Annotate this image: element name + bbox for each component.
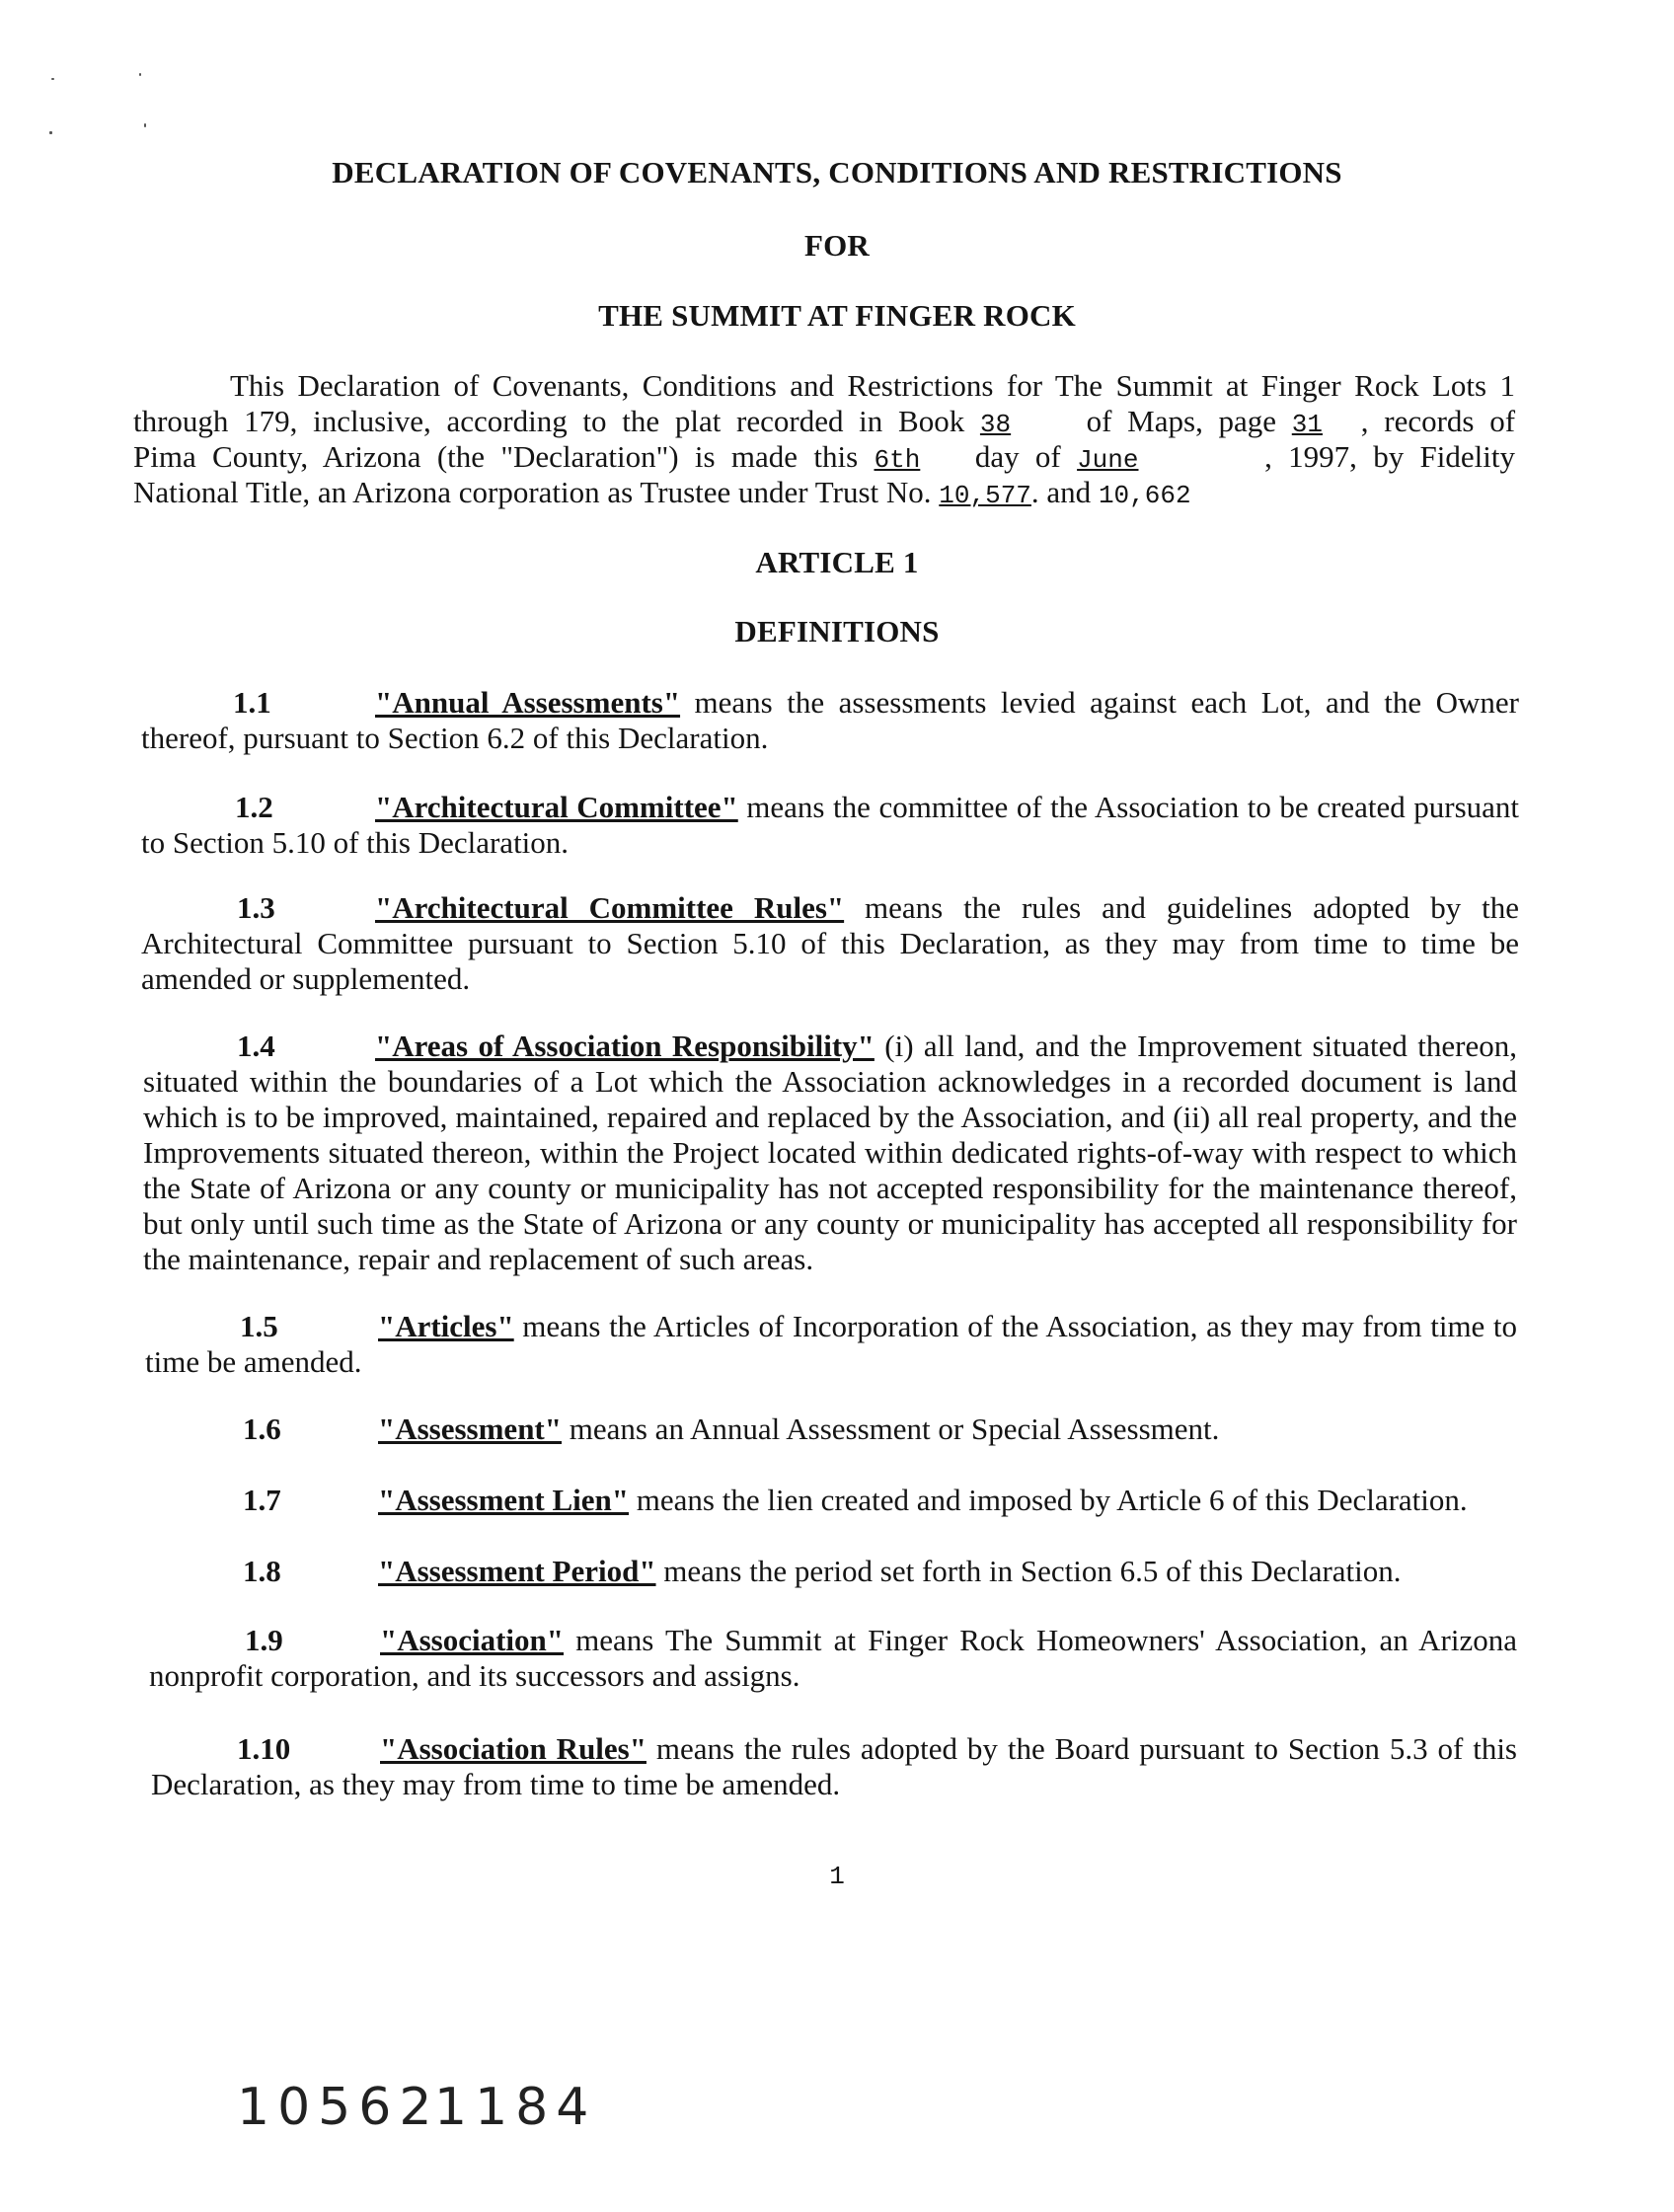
definition-number: 1.2 — [235, 790, 273, 824]
article-subheading: DEFINITIONS — [734, 614, 940, 648]
definition-text: means the lien created and imposed by Article 6 of this Declaration. — [636, 1483, 1468, 1517]
definition-term: "Architectural Committee" — [375, 790, 738, 824]
definition-body — [143, 1029, 1517, 1277]
definition-body — [141, 685, 1519, 756]
definition-term: "Areas of Association Responsibility" — [375, 1029, 875, 1063]
definition-text: means the committee of the Association to be created pursuant to Section 5.10 of this Declaration. — [141, 790, 1519, 860]
document-title-subject: THE SUMMIT AT FINGER ROCK — [598, 298, 1076, 333]
recording-stamp-book: 10562 — [237, 2078, 440, 2137]
definition-number: 1.4 — [237, 1029, 275, 1063]
definition-body — [145, 1483, 1517, 1518]
definition-body — [149, 1623, 1517, 1694]
definition-number: 1.3 — [237, 890, 275, 925]
recording-stamp-page: 1184 — [434, 2078, 597, 2137]
definition-body — [141, 890, 1519, 997]
intro-line-4 — [133, 475, 1515, 513]
definition-term: "Assessment Lien" — [378, 1483, 630, 1517]
book-number-field: 38 — [979, 410, 1012, 439]
definition-number: 1.5 — [240, 1309, 278, 1343]
definition-body — [151, 1731, 1517, 1802]
definition-number: 1.6 — [243, 1411, 281, 1446]
intro-text-3b: day of — [974, 439, 1061, 474]
trust-number-1: 10,577 — [939, 481, 1031, 510]
definition-term: "Assessment" — [378, 1411, 562, 1446]
definition-number: 1.7 — [243, 1483, 281, 1517]
definition-term: "Association" — [380, 1623, 564, 1657]
definition-body — [141, 790, 1519, 861]
day-field: 6th — [874, 445, 921, 475]
article-heading: ARTICLE 1 — [755, 545, 919, 579]
definition-term: "Architectural Committee Rules" — [375, 890, 845, 925]
intro-text-4b: . and — [1030, 475, 1092, 509]
document-title-for: FOR — [803, 228, 871, 263]
intro-line-2 — [133, 404, 1515, 442]
intro-line-1 — [133, 368, 1515, 404]
trust-number-2: 10,662 — [1098, 481, 1191, 510]
definition-text: means The Summit at Finger Rock Homeowners' Association, an Arizona nonprofit corporation, and its successors and assigns. — [149, 1623, 1517, 1693]
definition-number: 1.10 — [237, 1731, 291, 1766]
definition-body — [145, 1554, 1517, 1589]
definition-text: means an Annual Assessment or Special Assessment. — [569, 1411, 1220, 1446]
definition-text: means the Articles of Incorporation of the Association, as they may from time to time be amended. — [145, 1309, 1518, 1379]
month-field: June — [1077, 445, 1139, 475]
definition-number: 1.8 — [243, 1554, 281, 1588]
definition-text: means the period set forth in Section 6.5 of this Declaration. — [663, 1554, 1402, 1588]
definition-term: "Assessment Period" — [378, 1554, 656, 1588]
intro-text-3c: , 1997, by Fidelity — [1264, 439, 1516, 474]
definition-text: means the assessments levied against each Lot, and the Owner thereof, pursuant to Section 6.2 of this Declaration. — [141, 685, 1520, 755]
intro-text-1: This Declaration of Covenants, Conditions and Restrictions for The Summit at Finger Rock Lots 1 — [230, 368, 1515, 403]
definition-text: means the rules adopted by the Board pursuant to Section 5.3 of this Declaration, as they may from time to time be amended. — [151, 1731, 1517, 1801]
definition-number: 1.9 — [245, 1623, 283, 1657]
intro-line-3 — [133, 439, 1515, 478]
definition-body — [145, 1309, 1517, 1380]
intro-text-4a: National Title, an Arizona corporation as Trustee under Trust No. — [133, 475, 932, 509]
intro-text-2b: of Maps, page — [1086, 404, 1277, 438]
definition-body — [145, 1411, 1517, 1447]
page-number-field: 31 — [1291, 410, 1323, 439]
document-title: DECLARATION OF COVENANTS, CONDITIONS AND RESTRICTIONS — [332, 155, 1342, 190]
definition-term: "Association Rules" — [380, 1731, 647, 1766]
intro-text-2c: , records of — [1360, 404, 1516, 438]
definition-text: (i) all land, and the Improvement situated thereon, situated within the boundaries of a Lot which the Association acknowledges in a recorded document is land which is to be improved, maintained, repaired and replaced by the Association, and (ii) all real property, and the Improvements situated thereon, within the Project located within dedicated rights-of-way with respect to which the State of Arizona or any county or municipality has not accepted responsibility for the maintenance thereof, but only until such time as the State of Arizona or any county or municipality has accepted all responsibility for the maintenance, repair and replacement of such areas. — [143, 1029, 1517, 1276]
definition-term: "Articles" — [378, 1309, 514, 1343]
definition-term: "Annual Assessments" — [375, 685, 681, 720]
page-number: 1 — [829, 1862, 845, 1891]
intro-text-2a: through 179, inclusive, according to the plat recorded in Book — [133, 404, 965, 438]
definition-number: 1.1 — [233, 685, 271, 720]
intro-text-3a: Pima County, Arizona (the "Declaration") is made this — [133, 439, 859, 474]
definition-text: means the rules and guidelines adopted by the Architectural Committee pursuant to Section 5.10 of this Declaration, as they may from time to time be amended or supplemented. — [141, 890, 1519, 996]
